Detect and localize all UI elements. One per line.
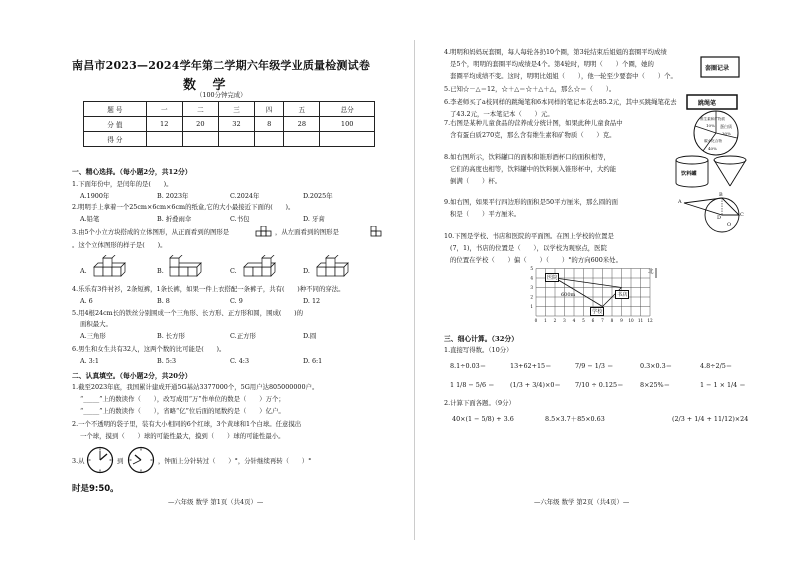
bookstore-label: 书店	[617, 292, 628, 298]
pie-pct-1: 10%	[706, 123, 715, 128]
x-tick-label: 0	[534, 318, 538, 323]
option-b[interactable]: B. 8	[157, 297, 170, 305]
option-a[interactable]: A.	[80, 267, 87, 275]
x-tick-label: 6	[591, 318, 595, 323]
cube-figure-d-icon	[315, 255, 355, 281]
table-cell: 四	[255, 102, 284, 117]
option-b[interactable]: B. 长方形	[157, 332, 185, 340]
table-cell: 五	[284, 102, 320, 117]
label-c: C	[740, 212, 744, 218]
school-label: 学校	[592, 309, 603, 315]
option-d[interactable]: D. 牙膏	[303, 215, 325, 223]
can-label: 饮料罐	[681, 171, 697, 177]
r-q10-line2: (7，1)，书店的位置是（ ），以学校为观察点，医院	[450, 244, 607, 252]
r-q9-line1: 9.如右图，如果平行四边形的面积是50平方厘米，那么圆的面	[444, 198, 618, 206]
x-tick-label: 12	[647, 318, 653, 323]
r-q4-line1: 4.明明和妈妈玩套圈，每人每轮各扔10个圈，第3轮结束后姐姐的套圈平均成绩	[444, 48, 667, 56]
s2-q1-line3: “_____”上的数读作（ ），省略“亿”位后面的尾数约是（ ）亿户。	[80, 407, 285, 415]
oral-calc-item[interactable]: 13+62+15＝	[510, 362, 552, 370]
oral-calc-item[interactable]: 0.3×0.3＝	[640, 362, 673, 370]
option-a[interactable]: A.1900年	[80, 192, 110, 200]
table-cell: 28	[284, 117, 320, 132]
label-o: O	[727, 222, 732, 228]
duration-note: （100分钟完成）	[196, 91, 247, 99]
oral-calc-item[interactable]: 8×25%＝	[640, 381, 671, 389]
option-a[interactable]: A.铅笔	[80, 215, 100, 223]
pie-pct-3: 40%	[708, 146, 717, 151]
subject-title: 数 学	[183, 78, 232, 93]
nutrition-pie-chart	[686, 108, 748, 158]
s2-q1-line1: 1.截至2023年底，我国累计建成开通5G基站3377000个，5G用户达805000000户。	[72, 383, 319, 391]
hospital-label: 医院	[547, 275, 558, 281]
y-tick-label: 4	[530, 275, 533, 281]
s1-q5-line2: 面积最大。	[80, 320, 112, 328]
y-tick-label: 3	[530, 285, 533, 290]
table-cell: 分 值	[84, 117, 147, 132]
r-q8-line1: 8.如右图所示，饮料罐口的面积和锥形酒杯口的面积相等，	[444, 153, 610, 161]
label-b: B	[719, 192, 723, 198]
option-b[interactable]: B. 折叠雨伞	[157, 215, 192, 223]
option-d[interactable]: D.	[303, 267, 310, 275]
s1-q3-line1: 3.由5个小立方块搭成的立体图形，从正面看到的图形是	[72, 228, 230, 236]
page-number-2: —六年级 数学 第2页（共4页）—	[534, 498, 630, 506]
pie-label-protein: 蛋白质	[720, 124, 732, 129]
r-q6-line1: 6.李老师买了a枝同样的跳绳笔和6本同样的笔记本花去85.2元，其中买跳绳笔花去	[444, 98, 677, 106]
r-q9-line2: 积是（ ）平方厘米。	[450, 210, 521, 218]
oral-calc-item[interactable]: 7/10 ÷ 0.125＝	[575, 381, 624, 389]
x-tick-label: 5	[582, 318, 585, 323]
calc-problem-1[interactable]: 40×(1 − 5/8) + 3.6	[452, 415, 514, 423]
table-cell: 32	[218, 117, 254, 132]
x-tick-label: 9	[620, 318, 623, 323]
table-cell: 总分	[320, 102, 375, 117]
oral-calc-item[interactable]: 4.8÷2/5＝	[700, 362, 733, 370]
option-a[interactable]: A. 6	[80, 297, 93, 305]
x-tick-label: 4	[572, 318, 576, 323]
r-q7-line2: 含有蛋白质270克，那么含有维生素和矿物质（ ）克。	[450, 131, 616, 139]
r-q8-line2: 它们的高度也相等，饮料罐中的饮料倒入锥形杯中，大约能	[450, 165, 617, 173]
s1-q5-line1: 5.用4根24cm长的铁丝分别围成一个三角形、长方形、正方形和圆，围成( )的	[72, 309, 304, 317]
option-c[interactable]: C.书包	[230, 215, 250, 223]
r-q5-stem: 5.已知☆－△＝12，☆＋△＝☆＋△＋△，那么☆＝（ ）。	[444, 85, 616, 93]
option-a[interactable]: A. 3:1	[80, 357, 99, 365]
y-tick-label: 5	[530, 266, 533, 271]
y-tick-label: 2	[530, 294, 533, 300]
y-tick-label: 1	[530, 304, 533, 309]
s2-q3-prefix: 3.从	[72, 457, 85, 465]
r-q10-line1: 10.下图是学校、书店和医院的平面图。在图上学校的位置是	[444, 232, 614, 240]
oral-calc-item[interactable]: 8.1÷0.03＝	[450, 362, 487, 370]
table-cell: 一	[146, 102, 182, 117]
s2-q3-rest: ，钟面上分针转过（ ）°，分针继续再转（ ）°	[158, 457, 312, 465]
label-d: D	[717, 215, 722, 221]
pie-pct-2: 30%	[722, 131, 731, 136]
s3-sub2: 2.计算下面各题。（9分）	[444, 399, 515, 407]
s1-q3-line1b: ，从左面看到的图形是	[275, 228, 339, 236]
s1-q2-stem: 2.明明手上拿着一个25cm×6cm×6cm的纸盒,它的大小最接近下面的( )。	[72, 203, 295, 211]
s2-q2-line2: 一个球，摸到（ ）球的可能性最大，摸到（ ）球的可能性最小。	[80, 432, 285, 440]
x-tick-label: 7	[601, 318, 604, 323]
r-q10-line3: 的位置在学校（ ）偏（ ）（ ）°的方向600米处。	[450, 256, 622, 264]
option-d[interactable]: D.2025年	[303, 192, 333, 200]
label-a: A	[678, 199, 682, 205]
option-c[interactable]: C.2024年	[230, 192, 260, 200]
x-tick-label: 3	[563, 318, 566, 323]
score-table-earned-row	[84, 132, 375, 147]
option-b[interactable]: B.	[157, 267, 164, 275]
score-table	[83, 101, 375, 147]
table-cell: 题 号	[84, 102, 147, 117]
left-view-icon	[370, 226, 382, 237]
option-d[interactable]: D. 6:1	[303, 357, 323, 365]
table-cell: 得 分	[84, 132, 147, 147]
front-view-icon	[255, 226, 273, 237]
oral-calc-item[interactable]: (1/3 + 3/4)×0＝	[510, 381, 561, 389]
clock-end-icon	[127, 446, 155, 474]
score-table-points-row	[84, 117, 375, 132]
x-tick-label: 1	[544, 318, 547, 323]
option-b[interactable]: B. 2023年	[157, 192, 189, 200]
x-tick-label: 2	[553, 318, 557, 323]
option-c[interactable]: C.正方形	[230, 332, 256, 340]
section2-heading: 二、认真填空。（每小题2分，共20分）	[72, 372, 192, 380]
score-input-cell[interactable]	[320, 132, 375, 147]
page-number-1: —六年级 数学 第1页（共4页）—	[168, 498, 264, 506]
option-c[interactable]: C.	[230, 267, 237, 275]
oral-calc-item[interactable]: 1 − 1 × 1/4 ＝	[700, 381, 746, 389]
pie-label-vitamin: 维生素和矿物质	[700, 117, 726, 121]
s2-q2-line1: 2.一个不透明的袋子里，装有大小相同的6个红球，3个黄球和1个白球。任意摸出	[72, 420, 302, 428]
s1-q3-line2: 。这个立体图形的样子是( )。	[72, 241, 167, 249]
pie-label-carbs: 碳水化合物	[704, 139, 722, 143]
score-input-cell[interactable]	[182, 132, 218, 147]
route-line	[555, 278, 622, 288]
score-input-cell[interactable]	[255, 132, 284, 147]
s2-q3-middle: 到	[117, 457, 124, 465]
option-c[interactable]: C. 9	[230, 297, 243, 305]
cube-figure-c-icon	[242, 255, 282, 281]
option-d[interactable]: D. 12	[303, 297, 321, 305]
footer-left-text: 时是9:50。	[72, 484, 119, 494]
x-tick-label: 10	[628, 318, 634, 323]
s1-q1-stem: 1.下面年份中，是闰年的是( )。	[72, 180, 173, 188]
table-cell: 20	[182, 117, 218, 132]
calc-problem-2[interactable]: 8.5×3.7＋85×0.63	[545, 415, 605, 423]
calc-problem-3[interactable]: (2/3 + 1/4 + 11/12)×24	[672, 415, 749, 423]
page-divider	[414, 40, 415, 540]
jump-rope-label: 跳绳笔	[698, 100, 717, 107]
x-tick-label: 8	[610, 318, 614, 323]
option-c[interactable]: C. 4:3	[230, 357, 250, 365]
table-cell: 三	[218, 102, 254, 117]
score-input-cell[interactable]	[284, 132, 320, 147]
r-q4-line2: 是5个，明明的套圈平均成绩是4个。第4轮时，明明（ ）个圈，她的	[450, 60, 654, 68]
x-tick-label: 11	[637, 318, 644, 323]
cube-figure-a-icon	[92, 255, 132, 281]
section1-heading: 一、精心选择。（每小题2分，共12分）	[72, 168, 192, 176]
oral-calc-item[interactable]: 7/9 − 1/3 ＝	[575, 362, 614, 370]
clock-start-icon	[86, 446, 114, 474]
r-q7-line1: 7.右图是某种儿童食品的营养成分统计图，如果此种儿童食品中	[444, 119, 623, 127]
score-table-header-row	[84, 102, 375, 117]
cube-figure-b-icon	[168, 255, 208, 281]
option-d[interactable]: D.圆	[303, 332, 317, 340]
score-input-cell[interactable]	[146, 132, 182, 147]
r-q6-line2: 了43.2元，一本笔记本（ ）元。	[450, 110, 554, 118]
section3-heading: 三、细心计算。（32分）	[444, 335, 519, 343]
parallelogram-circle-diagram	[676, 192, 756, 234]
r-q4-line3: 套圈平均成绩不变。这时，明明比姐姐（ ），他一轮至少要套中（ ）个。	[450, 72, 677, 80]
exam-title: 南昌市2023—2024学年第二学期六年级学业质量检测试卷	[72, 59, 371, 72]
option-b[interactable]: B. 5:3	[157, 357, 177, 365]
table-cell: 100	[320, 117, 375, 132]
s3-sub1: 1.直接写得数。（10分）	[444, 346, 513, 354]
table-cell: 8	[255, 117, 284, 132]
north-label: 北	[648, 269, 654, 275]
s1-q4-stem: 4.乐乐有3件衬衫，2条短裤，1条长裤，如果一件上衣搭配一条裤子，共有( )种不同的穿法。	[72, 285, 345, 293]
table-cell: 12	[146, 117, 182, 132]
table-cell: 二	[182, 102, 218, 117]
distance-label: 600m	[561, 292, 576, 298]
r-q8-line3: 倒满（ ）杯。	[450, 177, 502, 185]
option-a[interactable]: A.三角形	[80, 332, 106, 340]
score-input-cell[interactable]	[218, 132, 254, 147]
ring-toss-record-label: 套圈记录	[705, 65, 730, 72]
s2-q1-line2: “_____”上的数读作（ ），改写成用“万”作单位的数是（ ）万个；	[80, 395, 285, 403]
s1-q6-stem: 6.男生和女生共有32人，这两个数的比可能是( )。	[72, 345, 226, 353]
oral-calc-item[interactable]: 1 1/8 − 5/6 ＝	[450, 381, 495, 389]
